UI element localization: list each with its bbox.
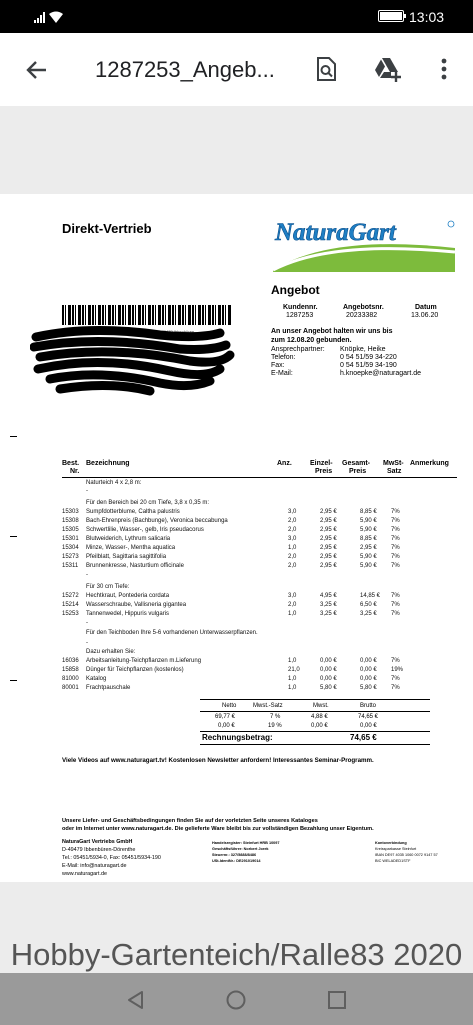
item-vat: 7%	[391, 518, 400, 524]
col-header-best: Best.	[62, 460, 80, 467]
item-total: 5,90 €	[360, 563, 377, 569]
fold-mark	[10, 436, 17, 437]
item-nr: 81000	[62, 676, 79, 682]
battery-icon	[378, 10, 404, 22]
col-header-mwst-satz: Satz	[387, 468, 402, 475]
totals-bottom-rule	[200, 731, 430, 732]
total-label: Rechnungsbetrag:	[202, 733, 273, 742]
item-description: Für den Bereich bei 20 cm Tiefe, 3,8 x 0,35 m:	[86, 500, 210, 506]
table-row	[62, 667, 462, 674]
table-row	[62, 509, 462, 516]
item-qty: 1,0	[288, 545, 297, 551]
col-header-einzel-preis: Preis	[315, 468, 333, 475]
heading-direkt-vertrieb: Direkt-Vertrieb	[62, 221, 152, 236]
item-description: Frachtpauschale	[86, 685, 131, 691]
total-value: 74,65 €	[350, 733, 377, 742]
table-row	[62, 658, 462, 665]
table-row	[62, 593, 462, 600]
meta-value-angebotsnr: 20233382	[346, 312, 378, 319]
item-unit-price: 3,25 €	[320, 602, 337, 608]
item-vat: 7%	[391, 536, 400, 542]
totals-header-rule	[200, 711, 430, 712]
table-row	[62, 480, 462, 487]
item-vat: 7%	[391, 563, 400, 569]
binding-line-1: An unser Angebot halten wir uns bis	[271, 328, 393, 335]
col-header-mwst: MwSt-	[383, 460, 404, 467]
status-time: 13:03	[409, 9, 445, 25]
item-vat: 7%	[391, 554, 400, 560]
item-nr: 15301	[62, 536, 79, 542]
back-arrow-icon[interactable]	[24, 57, 50, 83]
totals-header-brutto: Brutto	[360, 703, 377, 709]
contact-label: Telefon:	[271, 354, 296, 361]
contact-email-link[interactable]: h.knoepke@naturagart.de	[340, 370, 422, 377]
item-description: Katalog	[86, 676, 107, 682]
item-unit-price: 2,95 €	[320, 563, 337, 569]
col-header-anmerkung: Anmerkung	[410, 460, 449, 467]
table-row	[62, 611, 462, 618]
table-row	[62, 602, 462, 609]
item-nr: 15305	[62, 527, 79, 533]
table-row	[62, 488, 462, 495]
sender-line: NaturaGart Vertriebs GmbH - Riesenbecker Straße 63 - 49479 Ibbenbüren	[62, 329, 195, 334]
nav-home-icon[interactable]	[225, 989, 247, 1011]
item-vat: 7%	[391, 602, 400, 608]
item-unit-price: 0,00 €	[320, 676, 337, 682]
item-qty: 21,0	[288, 667, 300, 673]
watermark-text: Hobby-Gartenteich/Ralle83 2020	[10, 937, 463, 972]
item-description: Pfeilblatt, Sagittaria sagittifolia	[86, 554, 167, 560]
barcode	[62, 305, 232, 325]
meta-value-datum: 13.06.20	[411, 312, 439, 319]
table-row	[62, 584, 462, 591]
item-description: Bach-Ehrenpreis (Bachbunge), Veronica beccabunga	[86, 518, 228, 524]
totals-cell: 74,65 €	[358, 714, 379, 720]
contact-label: Ansprechpartner:	[271, 346, 325, 353]
totals-cell: 0,00 €	[218, 723, 235, 729]
find-in-page-icon[interactable]	[312, 55, 340, 83]
table-row	[62, 640, 462, 647]
footer-company: NaturaGart Vertriebs GmbH	[62, 839, 133, 845]
item-nr: 15214	[62, 602, 79, 608]
footer-bank-heading: Kontoverbindung	[375, 841, 407, 845]
item-total: 8,85 €	[360, 509, 377, 515]
totals-cell: 7 %	[270, 714, 281, 720]
table-row	[62, 620, 462, 627]
binding-line-2: zum 12.08.20 gebunden.	[271, 337, 352, 344]
item-nr: 15858	[62, 667, 79, 673]
item-qty: 1,0	[288, 685, 297, 691]
item-qty: 2,0	[288, 518, 297, 524]
item-description: Minze, Wasser-, Mentha aquatica	[86, 545, 176, 551]
item-unit-price: 2,95 €	[320, 509, 337, 515]
item-nr: 16036	[62, 658, 79, 664]
col-header-nr: Nr.	[70, 468, 80, 475]
item-description: -	[86, 620, 88, 626]
totals-header-mwst-satz: Mwst.-Satz	[253, 703, 283, 709]
item-qty: 2,0	[288, 602, 297, 608]
item-description: Naturteich 4 x 2,8 m:	[86, 480, 142, 486]
table-row	[62, 536, 462, 543]
svg-text:NaturaGart: NaturaGart	[275, 219, 396, 246]
footer-vat-id: USt-IdentNr.: DE291019014	[212, 859, 261, 863]
item-description: Für den Teichboden Ihre 5-6 vorhandenen Unterwasserpflanzen.	[86, 630, 258, 636]
item-vat: 7%	[391, 545, 400, 551]
item-qty: 3,0	[288, 509, 297, 515]
item-vat: 7%	[391, 593, 400, 599]
total-rule	[200, 744, 430, 745]
item-description: Brunnenkresse, Nasturtium officinale	[86, 563, 184, 569]
item-total: 0,00 €	[360, 676, 377, 682]
item-unit-price: 3,25 €	[320, 611, 337, 617]
item-unit-price: 2,95 €	[320, 554, 337, 560]
item-total: 2,95 €	[360, 545, 377, 551]
table-row	[62, 500, 462, 507]
more-options-icon[interactable]	[430, 55, 458, 83]
item-description: -	[86, 572, 88, 578]
footer-bank-name: Kreissparkasse Steinfurt	[375, 847, 417, 851]
item-nr: 15303	[62, 509, 79, 515]
contact-value: Knöpke, Heike	[340, 346, 386, 353]
contact-value: 0 54 51/59 34-190	[340, 362, 397, 369]
table-row	[62, 572, 462, 579]
item-total: 5,90 €	[360, 518, 377, 524]
table-row	[62, 518, 462, 525]
contact-label: Fax:	[271, 362, 285, 369]
item-nr: 15304	[62, 545, 79, 551]
table-row	[62, 563, 462, 570]
nav-back-icon[interactable]	[125, 989, 147, 1011]
item-unit-price: 5,80 €	[320, 685, 337, 691]
item-nr: 15272	[62, 593, 79, 599]
navigation-bar	[0, 973, 473, 1025]
table-row	[62, 649, 462, 656]
footer-register: Handelsregister: Steinfurt HRB 10097	[212, 841, 280, 845]
col-header-anz: Anz.	[277, 460, 292, 467]
item-vat: 19%	[391, 667, 404, 673]
col-header-gesamt-preis: Preis	[349, 468, 367, 475]
footer-tax-number: Steuernr.: 327/5888/8486	[212, 853, 257, 857]
footer-iban: IBAN DE97 4035 1060 0072 9147 57	[375, 853, 438, 857]
item-qty: 3,0	[288, 536, 297, 542]
item-description: Hechtkraut, Pontederia cordata	[86, 593, 170, 599]
footer-address: D-49479 Ibbenbüren-Dörenthe	[62, 847, 136, 853]
totals-cell: 19 %	[268, 723, 282, 729]
contact-label: E-Mail:	[271, 370, 293, 377]
item-total: 8,85 €	[360, 536, 377, 542]
contact-value: 0 54 51/59 34-220	[340, 354, 397, 361]
item-total: 14,85 €	[360, 593, 381, 599]
terms-line-1: Unsere Liefer- und Geschäftsbedingungen finden Sie auf der vorletzten Seite unseres Kataloges	[62, 818, 318, 824]
naturagart-logo	[271, 214, 457, 274]
item-total: 5,80 €	[360, 685, 377, 691]
item-nr: 15253	[62, 611, 79, 617]
item-unit-price: 0,00 €	[320, 658, 337, 664]
item-total: 3,25 €	[360, 611, 377, 617]
totals-header-netto: Netto	[222, 703, 237, 709]
app-bar	[0, 33, 473, 106]
meta-label-datum: Datum	[415, 304, 437, 311]
item-qty: 2,0	[288, 554, 297, 560]
item-nr: 15273	[62, 554, 79, 560]
item-unit-price: 4,95 €	[320, 593, 337, 599]
item-qty: 2,0	[288, 527, 297, 533]
table-header-rule	[62, 477, 457, 478]
offer-title: Angebot	[271, 283, 320, 297]
item-description: Dünger für Teichpflanzen (kostenlos)	[86, 667, 184, 673]
item-total: 5,90 €	[360, 527, 377, 533]
item-qty: 2,0	[288, 563, 297, 569]
totals-top-rule	[200, 699, 430, 700]
item-qty: 1,0	[288, 658, 297, 664]
item-vat: 7%	[391, 527, 400, 533]
item-vat: 7%	[391, 658, 400, 664]
item-vat: 7%	[391, 611, 400, 617]
item-description: -	[86, 488, 88, 494]
item-vat: 7%	[391, 676, 400, 682]
status-bar	[0, 0, 473, 33]
item-description: Blutweiderich, Lythrum salicaria	[86, 536, 171, 542]
footer-email: E-Mail: info@naturagart.de	[62, 863, 127, 869]
item-qty: 1,0	[288, 676, 297, 682]
col-header-bezeichnung: Bezeichnung	[86, 460, 130, 467]
item-description: Sumpfdotterblume, Caltha palustris	[86, 509, 180, 515]
table-row	[62, 676, 462, 683]
redacted-address-scribble	[30, 325, 235, 400]
totals-cell: 69,77 €	[215, 714, 236, 720]
table-row	[62, 545, 462, 552]
item-unit-price: 2,95 €	[320, 545, 337, 551]
videos-note: Viele Videos auf www.naturagart.tv! Kostenlosen Newsletter anfordern! Interessantes Seminar-Programm.	[62, 757, 374, 764]
footer-phone: Tel.: 05451/5934-0, Fax: 05451/5934-190	[62, 855, 161, 861]
col-header-einzel: Einzel-	[310, 460, 333, 467]
nav-recents-icon[interactable]	[326, 989, 348, 1011]
meta-label-angebotsnr: Angebotsnr.	[343, 304, 384, 311]
footer-ceo: Geschäftsführer: Norbert Jorek	[212, 847, 269, 851]
fold-mark	[10, 536, 17, 537]
item-total: 0,00 €	[360, 667, 377, 673]
item-description: Arbeitsanleitung-Teichpflanzen m.Lieferung	[86, 658, 202, 664]
signal-wifi-icon	[34, 10, 74, 24]
totals-cell: 0,00 €	[360, 723, 377, 729]
item-qty: 3,0	[288, 593, 297, 599]
item-description: Für 30 cm Tiefe:	[86, 584, 130, 590]
item-nr: 15308	[62, 518, 79, 524]
item-total: 0,00 €	[360, 658, 377, 664]
fold-mark	[10, 680, 17, 681]
totals-cell: 4,88 €	[311, 714, 328, 720]
item-description: Wasserschraube, Vallisneria gigantea	[86, 602, 187, 608]
meta-value-kundennr: 1287253	[286, 312, 314, 319]
item-total: 5,90 €	[360, 554, 377, 560]
table-row	[62, 630, 462, 637]
item-unit-price: 2,95 €	[320, 536, 337, 542]
totals-cell: 0,00 €	[311, 723, 328, 729]
table-row	[62, 554, 462, 561]
item-total: 6,50 €	[360, 602, 377, 608]
item-vat: 7%	[391, 685, 400, 691]
table-row	[62, 527, 462, 534]
item-unit-price: 2,95 €	[320, 527, 337, 533]
add-to-drive-icon[interactable]	[373, 55, 401, 83]
col-header-gesamt: Gesamt-	[342, 460, 371, 467]
terms-line-2: oder im Internet unter www.naturagart.de. Die gelieferte Ware bleibt bis zur vollständigen Bezahlung unser Eigentum.	[62, 826, 374, 832]
item-vat: 7%	[391, 509, 400, 515]
item-qty: 1,0	[288, 611, 297, 617]
item-description: Tannenwedel, Hippuris vulgaris	[86, 611, 170, 617]
item-unit-price: 2,95 €	[320, 518, 337, 524]
item-description: -	[86, 640, 88, 646]
meta-label-kundennr: Kundennr.	[283, 304, 318, 311]
document-title: 1287253_Angeb...	[95, 57, 275, 82]
totals-header-mwst: Mwst.	[313, 703, 329, 709]
footer-bic: BIC WELADED1STF	[375, 859, 411, 863]
footer-website: www.naturagart.de	[62, 871, 107, 877]
item-unit-price: 0,00 €	[320, 667, 337, 673]
table-row	[62, 685, 462, 692]
item-description: Dazu erhalten Sie:	[86, 649, 136, 655]
item-description: Schwertlilie, Wasser-, gelb, Iris pseudacorus	[86, 527, 204, 533]
item-nr: 15311	[62, 563, 79, 569]
item-nr: 80001	[62, 685, 79, 691]
